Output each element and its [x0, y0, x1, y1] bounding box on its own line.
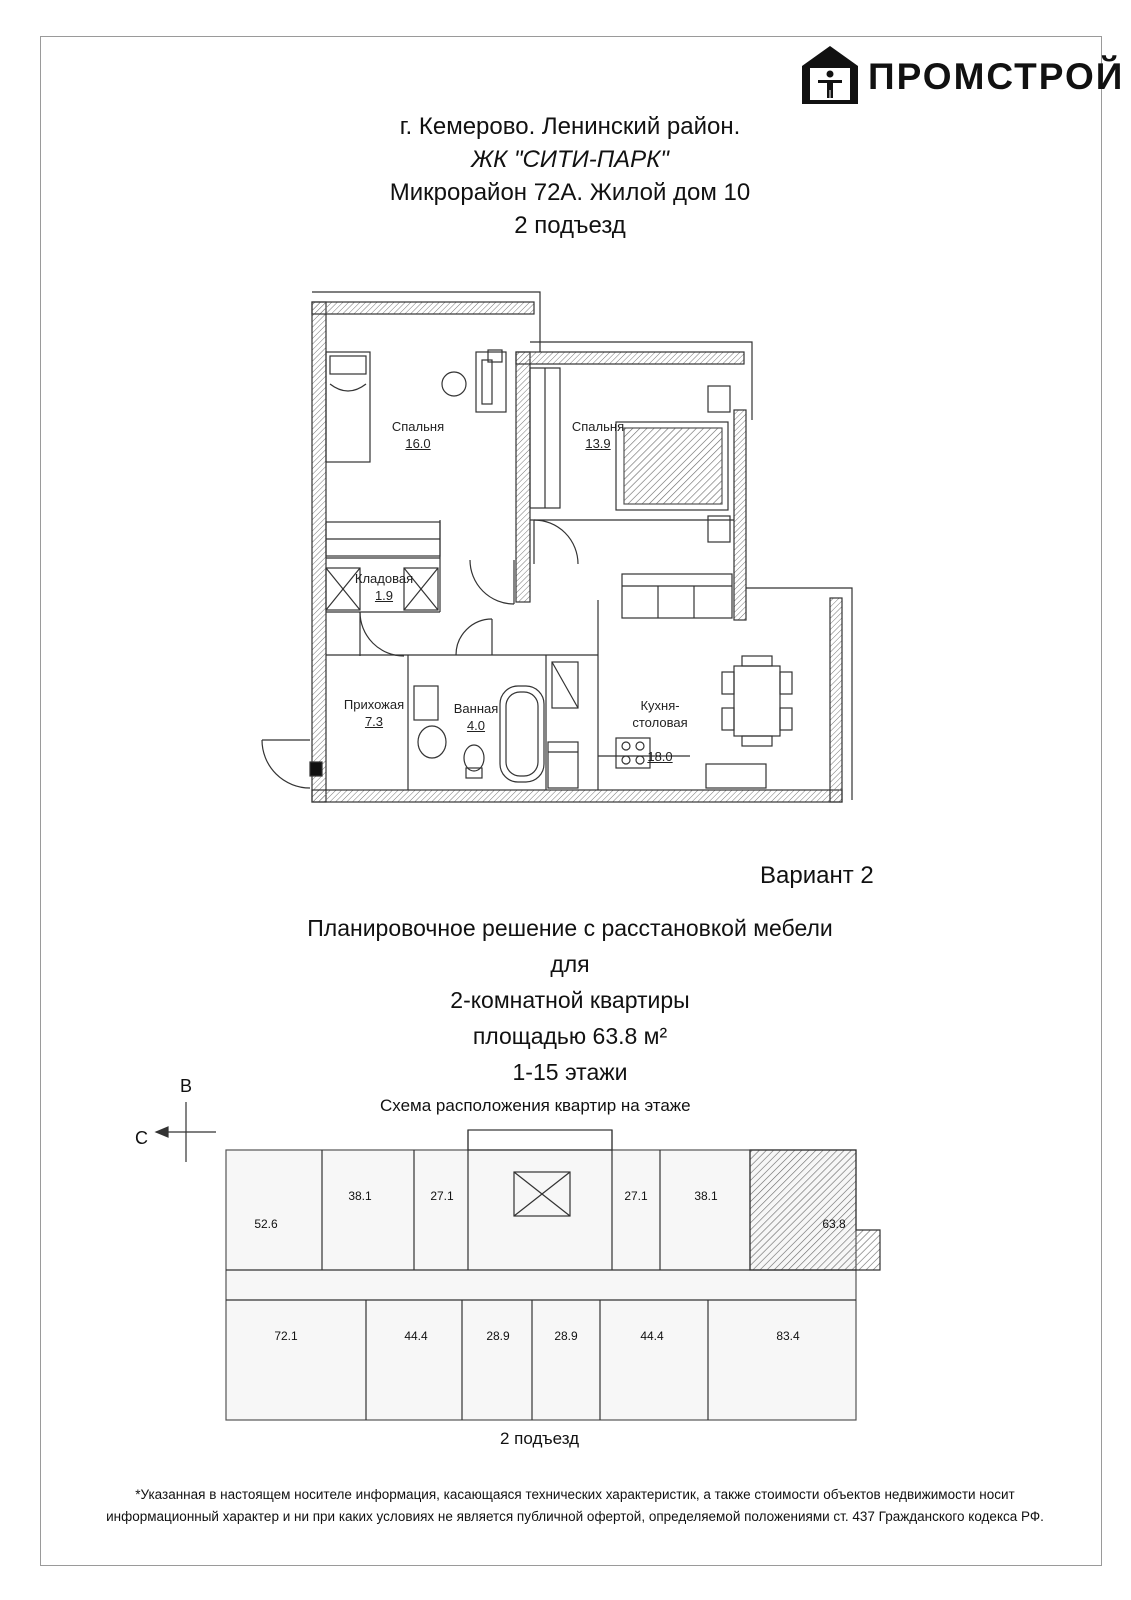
room-name: Кухня- столовая [632, 698, 688, 730]
apt-badge-bottom-3: 28.9 [486, 1329, 510, 1343]
room-area: 7.3 [364, 714, 384, 729]
room-area: 16.0 [405, 436, 431, 451]
desc-line-3: площадью 63.8 м² [472, 1023, 668, 1049]
header-building: Микрорайон 72А. Жилой дом 10 [389, 179, 751, 206]
compass-north-label: В [180, 1076, 193, 1096]
header-complex: ЖК "СИТИ-ПАРК" [471, 146, 669, 173]
desc-line-2: 2-комнатной квартиры [450, 987, 690, 1013]
apt-badge-top-3: 27.1 [430, 1189, 454, 1203]
legal-disclaimer [100, 1484, 1050, 1528]
apt-badge-bottom-1: 72.1 [274, 1329, 298, 1343]
desc-line-1: Планировочное решение с расстановкой мебели для [307, 915, 833, 977]
room-area: 1.9 [374, 588, 394, 603]
apt-badge-top-2: 38.1 [348, 1189, 372, 1203]
disclaimer-line-2: информационный характер и ни при каких условиях не является публичной офертой, определяемой положениями ст. 437 Гражданского кодекса РФ. [106, 1509, 1044, 1524]
apt-badge-top-5: 38.1 [694, 1189, 718, 1203]
room-name: Ванная [453, 701, 499, 716]
apt-badge-bottom-4: 28.9 [554, 1329, 578, 1343]
apt-badge-top-6-highlighted: 63.8 [822, 1217, 846, 1231]
scheme-title: Схема расположения квартир на этаже [380, 1096, 691, 1115]
entrance-label: 2 подъезд [500, 1429, 580, 1448]
room-area: 13.9 [585, 436, 611, 451]
apt-badge-top-4: 27.1 [624, 1189, 648, 1203]
room-area: 18.0 [647, 749, 673, 764]
room-name: Прихожая [343, 697, 405, 712]
disclaimer-line-1: *Указанная в настоящем носителе информация, касающаяся технических характеристик, а также стоимости объектов недвижимости носит [135, 1487, 1015, 1502]
header-entrance: 2 подъезд [514, 212, 626, 239]
apt-badge-bottom-2: 44.4 [404, 1329, 428, 1343]
desc-line-4: 1-15 этажи [512, 1059, 628, 1085]
variant-label: Вариант 2 [760, 862, 874, 889]
room-name: Спальня [571, 419, 625, 434]
header-city: г. Кемерово. Ленинский район. [399, 113, 741, 140]
room-name: Спальня [391, 419, 445, 434]
room-name: Кладовая [354, 571, 414, 586]
apt-badge-bottom-5: 44.4 [640, 1329, 664, 1343]
apt-badge-bottom-6: 83.4 [776, 1329, 800, 1343]
compass-west-label: С [135, 1128, 148, 1148]
highlighted-apartment [750, 1150, 880, 1270]
logo-text: ПРОМСТРОЙ [868, 56, 1125, 97]
apt-badge-top-1: 52.6 [254, 1217, 278, 1231]
room-area: 4.0 [466, 718, 486, 733]
